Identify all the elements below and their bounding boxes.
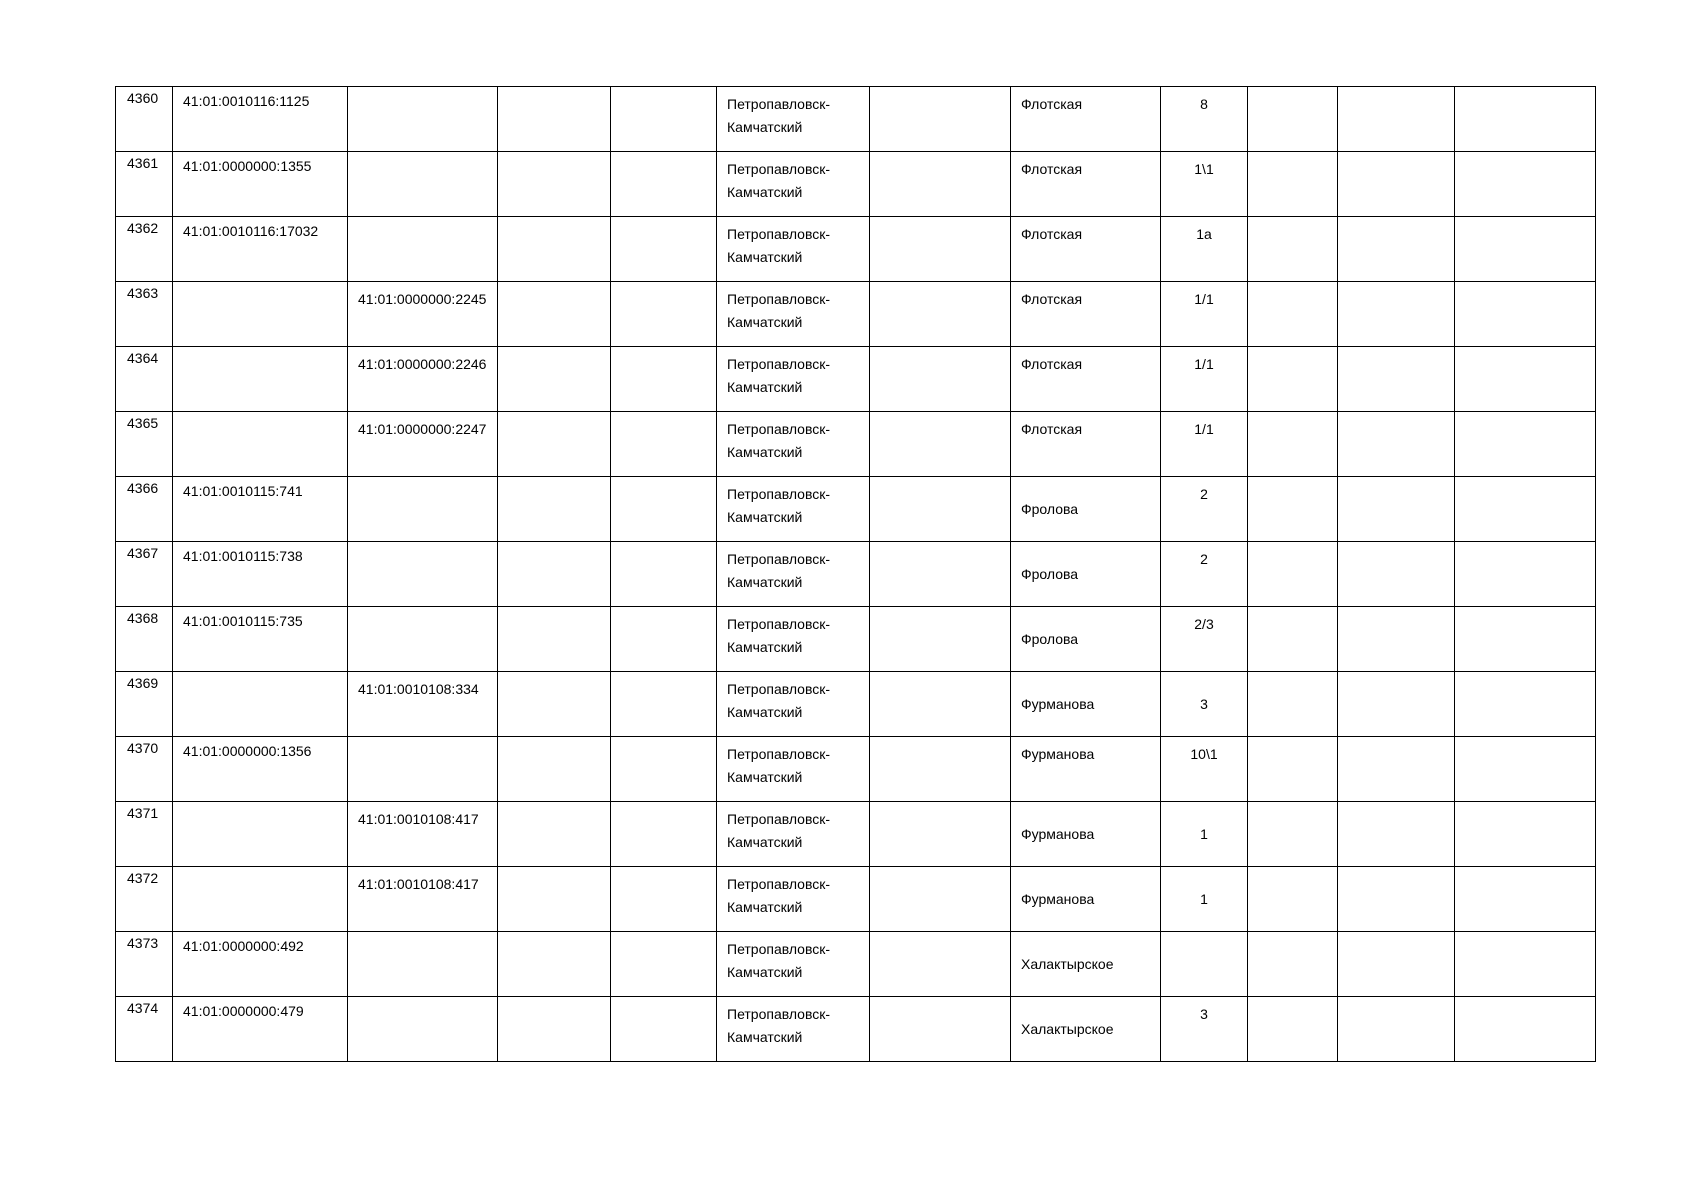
cadastral-number-text: 41:01:0010116:1125 [183,93,310,109]
city-text: Петропавловск-Камчатский [727,811,831,850]
street-cell [1011,347,1161,412]
street-text: Халактырское [1021,1020,1114,1037]
city-text: Петропавловск-Камчатский [727,486,831,525]
city-cell [717,347,870,412]
empty-cell [1248,802,1338,867]
table-row [116,282,1596,347]
cadastral-number-cell [173,737,348,802]
table-row [116,997,1596,1062]
city-cell [717,607,870,672]
house-number-cell [1161,607,1248,672]
building-cadastral-number-text [348,542,497,548]
empty-cell [870,347,1011,412]
empty-cell [1338,607,1455,672]
empty-cell [498,217,611,282]
empty-cell [1338,412,1455,477]
cadastral-number-cell [173,932,348,997]
city-text: Петропавловск-Камчатский [727,876,831,915]
empty-cell [611,412,717,477]
house-number-cell [1161,347,1248,412]
empty-cell [611,347,717,412]
house-number-cell [1161,87,1248,152]
empty-cell [611,217,717,282]
cadastral-number-cell [173,867,348,932]
building-cadastral-number-cell [348,347,498,412]
building-cadastral-number-text [348,87,497,93]
empty-cell [498,932,611,997]
building-cadastral-number-cell [348,282,498,347]
row-number-text: 4368 [127,610,159,626]
city-cell [717,672,870,737]
street-text: Фурманова [1021,746,1095,762]
empty-cell [1455,737,1596,802]
empty-cell [1455,282,1596,347]
cadastral-number-text [173,672,347,675]
building-cadastral-number-cell [348,867,498,932]
row-number-text: 4369 [127,675,159,691]
empty-cell [1455,607,1596,672]
empty-cell [1338,477,1455,542]
building-cadastral-number-cell [348,412,498,477]
building-cadastral-number-text [348,477,497,483]
building-cadastral-number-text [348,737,497,743]
empty-cell [1338,932,1455,997]
house-number-text: 2/3 [1194,616,1214,632]
street-text: Халактырское [1021,955,1114,972]
street-text: Флотская [1021,356,1083,372]
row-number-text: 4366 [127,480,159,496]
street-cell [1011,217,1161,282]
street-text: Флотская [1021,421,1083,437]
table-row [116,217,1596,282]
house-number-cell [1161,412,1248,477]
street-cell [1011,412,1161,477]
empty-cell [1248,997,1338,1062]
cadastral-number-text [173,347,347,350]
building-cadastral-number-cell [348,932,498,997]
house-number-text: 3 [1200,695,1208,712]
row-number-text: 4360 [127,90,159,106]
city-cell [717,867,870,932]
table-row [116,867,1596,932]
street-cell [1011,672,1161,737]
house-number-text: 1 [1200,890,1208,907]
house-number-cell [1161,867,1248,932]
house-number-text: 8 [1200,96,1208,112]
building-cadastral-number-text: 41:01:0010108:334 [358,681,479,697]
empty-cell [611,542,717,607]
street-text: Фролова [1021,630,1079,647]
city-cell [717,542,870,607]
row-number-cell [116,542,173,607]
row-number-cell [116,152,173,217]
empty-cell [498,607,611,672]
empty-cell [611,932,717,997]
street-cell [1011,542,1161,607]
city-cell [717,152,870,217]
street-cell [1011,997,1161,1062]
house-number-text: 2 [1200,551,1208,567]
city-cell [717,477,870,542]
cadastral-number-text: 41:01:0000000:479 [183,1003,304,1019]
cadastral-number-cell [173,87,348,152]
empty-cell [498,542,611,607]
cadastral-number-cell [173,477,348,542]
empty-cell [498,802,611,867]
building-cadastral-number-cell [348,672,498,737]
empty-cell [870,152,1011,217]
empty-cell [1455,477,1596,542]
row-number-cell [116,477,173,542]
empty-cell [870,737,1011,802]
empty-cell [1338,542,1455,607]
building-cadastral-number-cell [348,997,498,1062]
cadastral-number-cell [173,282,348,347]
house-number-cell [1161,802,1248,867]
cadastral-number-cell [173,152,348,217]
building-cadastral-number-cell [348,152,498,217]
cadastral-number-text [173,802,347,805]
city-text: Петропавловск-Камчатский [727,356,831,395]
street-text: Фурманова [1021,825,1095,842]
empty-cell [870,412,1011,477]
table-row [116,412,1596,477]
empty-cell [1248,932,1338,997]
empty-cell [1455,217,1596,282]
empty-cell [1338,997,1455,1062]
city-text: Петропавловск-Камчатский [727,681,831,720]
street-cell [1011,867,1161,932]
house-number-cell [1161,997,1248,1062]
empty-cell [1338,802,1455,867]
table-row [116,152,1596,217]
building-cadastral-number-text: 41:01:0000000:2247 [358,421,487,437]
empty-cell [1338,282,1455,347]
building-cadastral-number-cell [348,607,498,672]
empty-cell [611,802,717,867]
row-number-text: 4365 [127,415,159,431]
street-text: Флотская [1021,226,1083,242]
empty-cell [611,997,717,1062]
row-number-text: 4370 [127,740,159,756]
row-number-cell [116,672,173,737]
empty-cell [1248,152,1338,217]
street-cell [1011,87,1161,152]
street-cell [1011,737,1161,802]
street-text: Фролова [1021,565,1079,582]
row-number-text: 4363 [127,285,159,301]
city-cell [717,802,870,867]
empty-cell [611,152,717,217]
empty-cell [1338,152,1455,217]
building-cadastral-number-text: 41:01:0000000:2245 [358,291,487,307]
table-row [116,87,1596,152]
building-cadastral-number-text [348,997,497,1003]
row-number-cell [116,802,173,867]
empty-cell [611,87,717,152]
empty-cell [1455,867,1596,932]
house-number-text: 1 [1200,825,1208,842]
house-number-text: 1а [1196,226,1212,242]
registry-table [115,86,1596,1062]
empty-cell [870,282,1011,347]
cadastral-number-cell [173,672,348,737]
empty-cell [498,87,611,152]
street-cell [1011,932,1161,997]
empty-cell [870,607,1011,672]
empty-cell [1338,87,1455,152]
empty-cell [611,607,717,672]
street-cell [1011,802,1161,867]
row-number-cell [116,867,173,932]
empty-cell [1455,542,1596,607]
house-number-cell [1161,282,1248,347]
empty-cell [1455,87,1596,152]
building-cadastral-number-text: 41:01:0010108:417 [358,876,479,892]
house-number-cell [1161,217,1248,282]
empty-cell [1248,217,1338,282]
city-cell [717,217,870,282]
cadastral-number-cell [173,217,348,282]
house-number-cell [1161,737,1248,802]
empty-cell [1455,932,1596,997]
table-row [116,542,1596,607]
city-text: Петропавловск-Камчатский [727,226,831,265]
cadastral-number-text: 41:01:0010115:735 [183,613,303,629]
table-row [116,477,1596,542]
table-row [116,737,1596,802]
cadastral-number-text: 41:01:0000000:492 [183,938,304,954]
row-number-cell [116,412,173,477]
street-cell [1011,477,1161,542]
empty-cell [498,152,611,217]
building-cadastral-number-text [348,932,497,938]
empty-cell [1248,607,1338,672]
empty-cell [611,672,717,737]
cadastral-number-cell [173,607,348,672]
cadastral-number-text: 41:01:0000000:1356 [183,743,312,759]
row-number-text: 4361 [127,155,159,171]
empty-cell [1338,867,1455,932]
city-cell [717,932,870,997]
empty-cell [870,542,1011,607]
empty-cell [1248,737,1338,802]
row-number-cell [116,347,173,412]
empty-cell [870,802,1011,867]
city-cell [717,997,870,1062]
house-number-text: 1\1 [1194,161,1214,177]
cadastral-number-text: 41:01:0010116:17032 [183,223,319,239]
table-row [116,802,1596,867]
row-number-text: 4367 [127,545,159,561]
street-text: Флотская [1021,161,1083,177]
empty-cell [611,737,717,802]
row-number-cell [116,997,173,1062]
empty-cell [1338,347,1455,412]
city-text: Петропавловск-Камчатский [727,421,831,460]
cadastral-number-cell [173,347,348,412]
city-cell [717,412,870,477]
city-text: Петропавловск-Камчатский [727,161,831,200]
empty-cell [1455,152,1596,217]
empty-cell [870,997,1011,1062]
empty-cell [498,867,611,932]
row-number-cell [116,607,173,672]
empty-cell [1455,997,1596,1062]
empty-cell [1248,672,1338,737]
house-number-text: 1/1 [1194,356,1214,372]
street-text: Фролова [1021,500,1079,517]
house-number-cell [1161,672,1248,737]
empty-cell [1338,217,1455,282]
city-text: Петропавловск-Камчатский [727,941,831,980]
building-cadastral-number-cell [348,802,498,867]
city-cell [717,737,870,802]
house-number-cell [1161,542,1248,607]
empty-cell [1338,672,1455,737]
house-number-text: 10\1 [1190,746,1218,762]
city-text: Петропавловск-Камчатский [727,96,831,135]
empty-cell [1248,87,1338,152]
empty-cell [498,412,611,477]
empty-cell [498,737,611,802]
street-text: Фурманова [1021,695,1095,712]
city-text: Петропавловск-Камчатский [727,616,831,655]
city-text: Петропавловск-Камчатский [727,291,831,330]
empty-cell [611,282,717,347]
street-text: Фурманова [1021,890,1095,907]
building-cadastral-number-text [348,217,497,223]
cadastral-number-text [173,412,347,415]
building-cadastral-number-cell [348,737,498,802]
cadastral-number-cell [173,997,348,1062]
row-number-text: 4373 [127,935,159,951]
empty-cell [870,932,1011,997]
cadastral-number-text: 41:01:0000000:1355 [183,158,312,174]
city-text: Петропавловск-Камчатский [727,551,831,590]
row-number-cell [116,87,173,152]
city-text: Петропавловск-Камчатский [727,1006,831,1045]
street-text: Флотская [1021,96,1083,112]
row-number-text: 4374 [127,1000,159,1016]
row-number-cell [116,932,173,997]
row-number-text: 4372 [127,870,159,886]
empty-cell [1455,347,1596,412]
table-row [116,347,1596,412]
street-cell [1011,607,1161,672]
house-number-text: 2 [1200,486,1208,502]
house-number-text: 1/1 [1194,421,1214,437]
building-cadastral-number-cell [348,217,498,282]
empty-cell [611,477,717,542]
building-cadastral-number-text: 41:01:0000000:2246 [358,356,487,372]
house-number-cell [1161,477,1248,542]
city-cell [717,282,870,347]
empty-cell [498,477,611,542]
empty-cell [498,282,611,347]
table-row [116,932,1596,997]
city-text: Петропавловск-Камчатский [727,746,831,785]
street-cell [1011,152,1161,217]
table-row [116,672,1596,737]
house-number-text: 1/1 [1194,291,1214,307]
row-number-text: 4362 [127,220,159,236]
empty-cell [498,672,611,737]
cadastral-number-text [173,867,347,870]
row-number-cell [116,282,173,347]
row-number-cell [116,217,173,282]
empty-cell [870,672,1011,737]
house-number-cell [1161,932,1248,997]
empty-cell [1455,412,1596,477]
empty-cell [870,477,1011,542]
empty-cell [1248,347,1338,412]
cadastral-number-text [173,282,347,285]
empty-cell [1248,867,1338,932]
street-text: Флотская [1021,291,1083,307]
empty-cell [870,87,1011,152]
building-cadastral-number-text: 41:01:0010108:417 [358,811,479,827]
table-row [116,607,1596,672]
empty-cell [1248,477,1338,542]
empty-cell [1455,802,1596,867]
cadastral-number-cell [173,542,348,607]
city-cell [717,87,870,152]
empty-cell [1455,672,1596,737]
building-cadastral-number-cell [348,477,498,542]
building-cadastral-number-text [348,152,497,158]
building-cadastral-number-text [348,607,497,613]
empty-cell [1338,737,1455,802]
empty-cell [611,867,717,932]
cadastral-number-cell [173,802,348,867]
building-cadastral-number-cell [348,87,498,152]
empty-cell [870,867,1011,932]
row-number-text: 4364 [127,350,159,366]
empty-cell [870,217,1011,282]
cadastral-number-text: 41:01:0010115:741 [183,483,303,499]
building-cadastral-number-cell [348,542,498,607]
row-number-text: 4371 [127,805,159,821]
registry-table-body [116,87,1596,1062]
cadastral-number-cell [173,412,348,477]
house-number-text: 3 [1200,1006,1208,1022]
empty-cell [1248,412,1338,477]
empty-cell [1248,542,1338,607]
empty-cell [1248,282,1338,347]
cadastral-number-text: 41:01:0010115:738 [183,548,303,564]
empty-cell [498,347,611,412]
row-number-cell [116,737,173,802]
empty-cell [498,997,611,1062]
street-cell [1011,282,1161,347]
house-number-text [1161,932,1247,938]
house-number-cell [1161,152,1248,217]
